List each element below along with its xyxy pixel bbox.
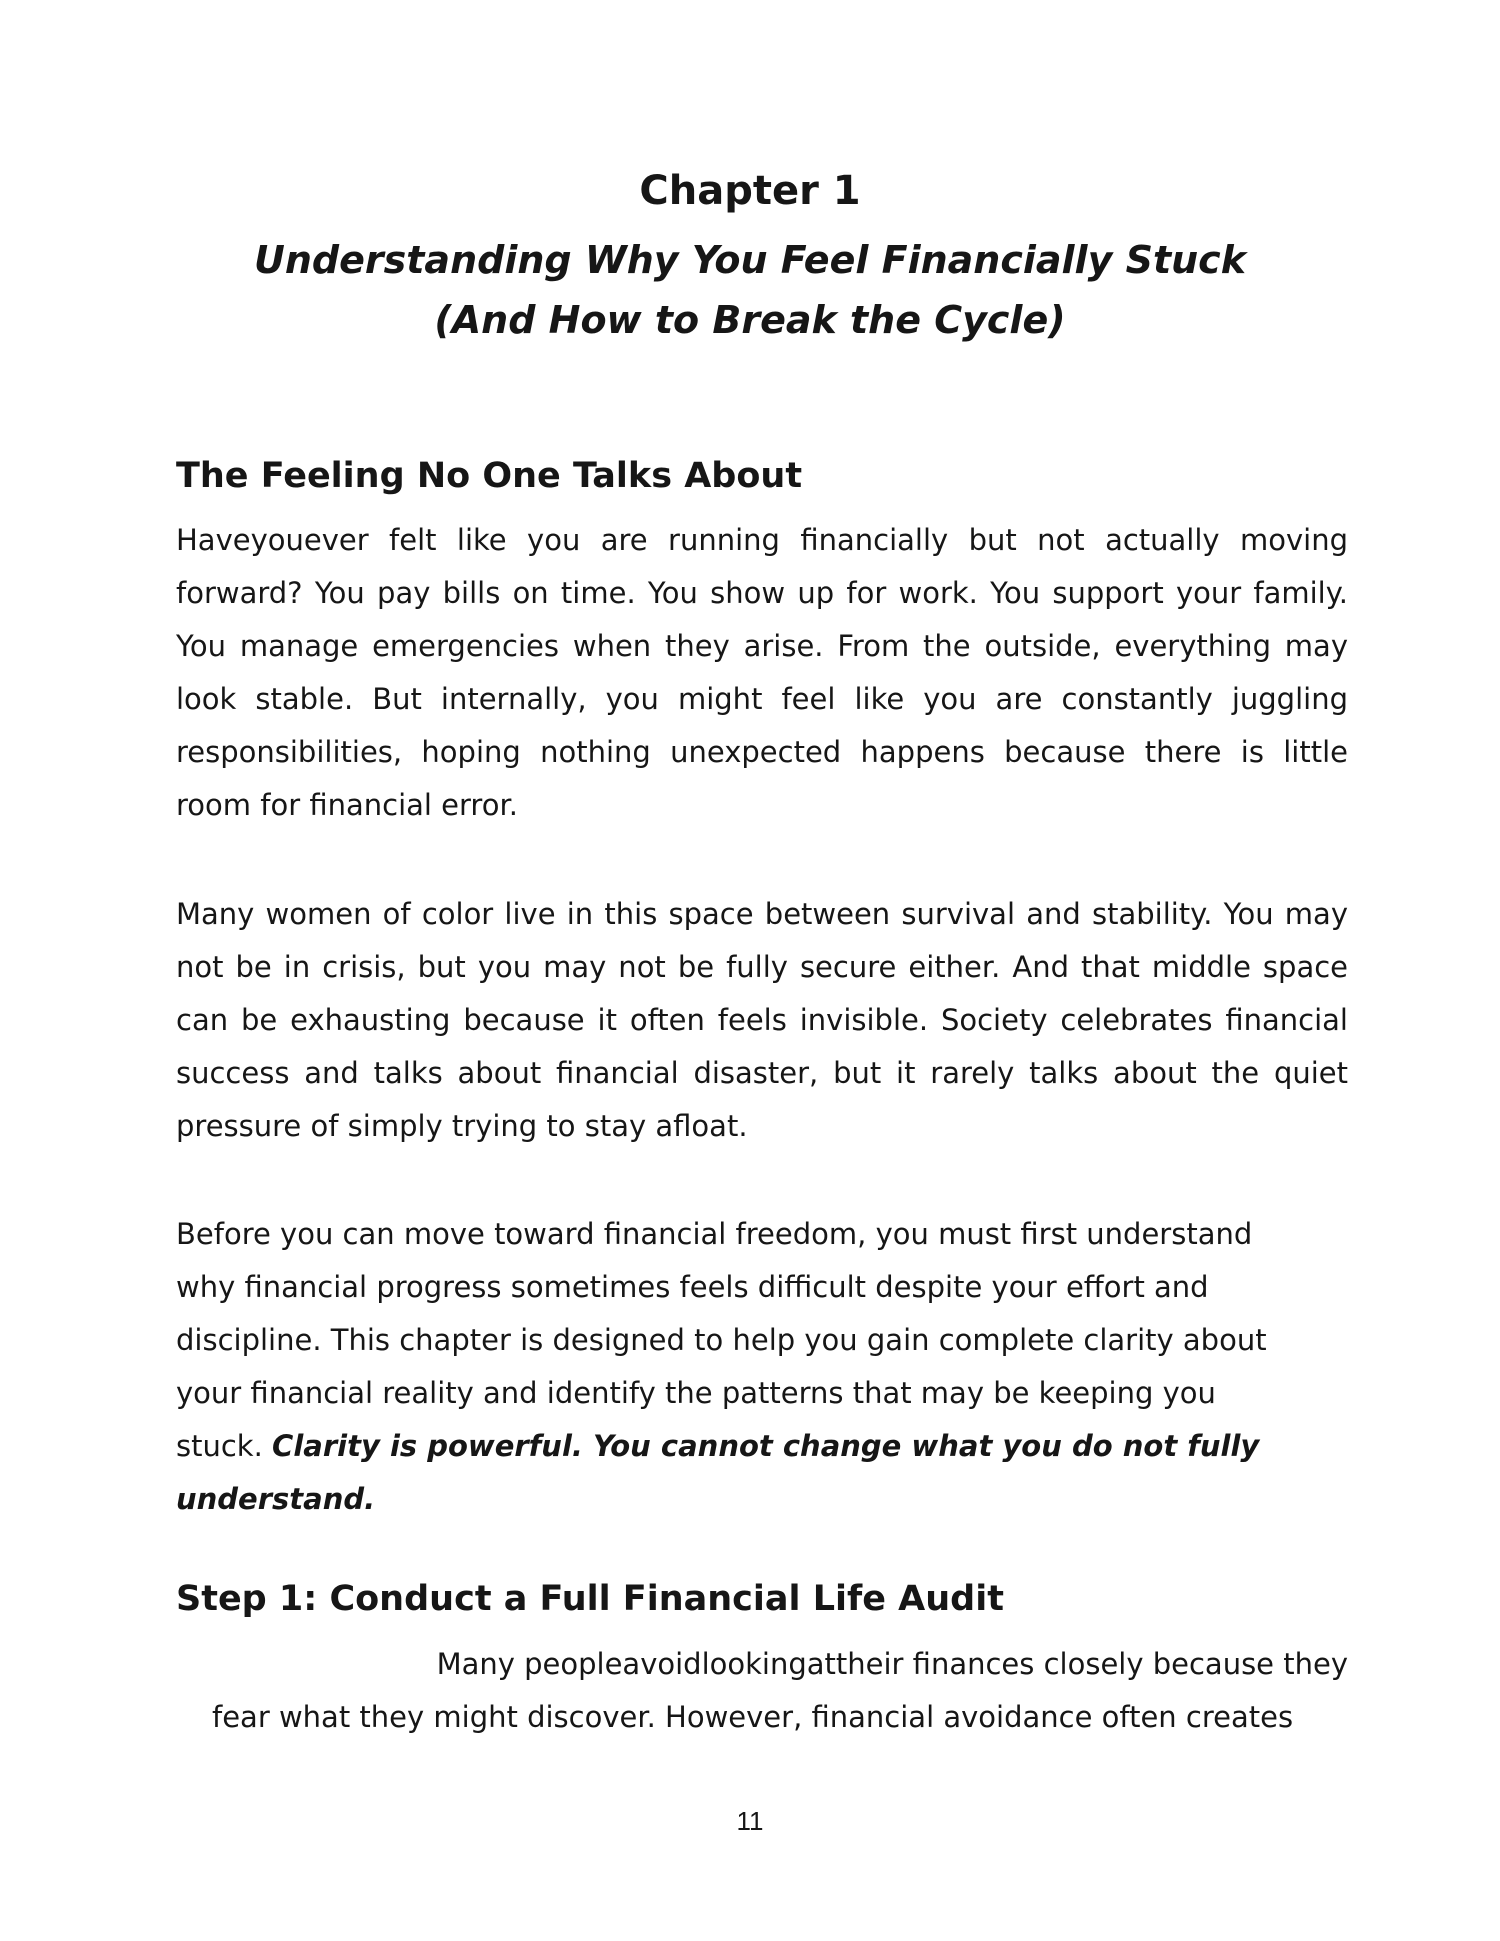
paragraph-3-emphasis: Clarity is powerful. You cannot change what you do not fully understand.	[176, 1429, 1260, 1516]
section-heading-feeling: The Feeling No One Talks About	[176, 456, 803, 496]
paragraph-2: Many women of color live in this space between survival and stability. You may not be in crisis, but you may not be fully secure either. And that middle space can be exhausting because it often feels invisible. Society celebrates financial success and talks about financial disaster, but it rarely talks about the quiet pressure of simply trying to stay afloat.	[176, 897, 1348, 1143]
chapter-title-line-1: Understanding Why You Feel Financially Stuck	[254, 238, 1246, 282]
page-number: 11	[736, 1806, 764, 1836]
paragraph-3	[176, 1208, 1276, 1526]
step-1-text-line-1: Many peopleavoidlookingattheir finances closely because they	[436, 1647, 1348, 1681]
section-heading-step-1: Step 1: Conduct a Full Financial Life Audit	[176, 1579, 1004, 1619]
step-1-text-line-2: fear what they might discover. However, financial avoidance often creates	[212, 1700, 1294, 1734]
paragraph-1: Haveyouever felt like you are running financially but not actually moving forward? You pay bills on time. You show up for work. You support your family. You manage emergencies when they arise. From the outside, everything may look stable. But internally, you might feel like you are constantly juggling responsibilities, hoping nothing unexpected happens because there is little room for financial error.	[176, 523, 1348, 822]
chapter-label: Chapter 1	[639, 168, 861, 214]
chapter-title-line-2: (And How to Break the Cycle)	[434, 298, 1066, 342]
paragraph-3-text: Before you can move toward financial freedom, you must first understand why financial progress sometimes feels difficult despite your effort and discipline. This chapter is designed to help you gain complete clarity about your financial reality and identify the patterns that may be keeping you stuck.	[176, 1217, 1267, 1463]
